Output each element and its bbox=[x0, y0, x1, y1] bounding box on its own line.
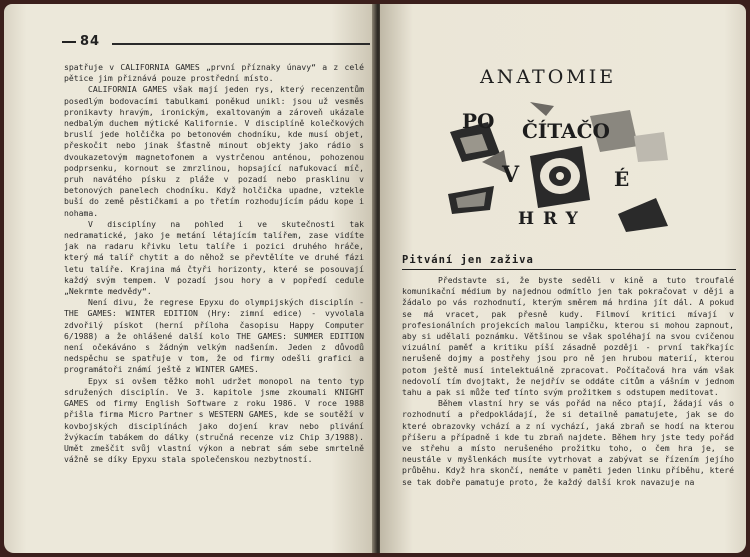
paragraph: Během vlastní hry se vás pořád na něco ptají, žádají vás o rozhodnutí a předpokládají, že si detailně pamatujete, jak se do které obrazovky vchází a z ní vychází, jaká zbraň se hodí na kterou příšeru a případně i kde tu zbraň najdete. Během hry jste tedy pořád ve střehu a místo nerušeného prožitku toho, o čem hra je, se neustále v myšlenkách musíte vytrhovat a zabývat se řízením jejího průběhu. Když hra skončí, nemáte v paměti jeden linku příběhu, které se tak dobře pamatuje proto, že každý další krok navazuje na bbox=[402, 398, 734, 487]
logo-word: É bbox=[614, 167, 630, 191]
left-page bbox=[4, 4, 376, 553]
paragraph: Není divu, že regrese Epyxu do olympijských disciplín - THE GAMES: WINTER EDITION (Hry: zimní edice) - vyvolala zdvořilý pískot (herní příloha časopisu Happy Computer 6/1988) a že ohlášené další kolo THE GAMES: SUMMER EDITION není očekáváno s žádným velkým nadšením. Jeden z důvodů nedspěchu se spatřuje v tom, že od firmy odešli grafici a programátoři známí ještě z WINTER GAMES. bbox=[64, 297, 364, 375]
left-page-text bbox=[64, 62, 364, 465]
logo-shape bbox=[634, 132, 668, 162]
chapter-title: ANATOMIE bbox=[480, 66, 617, 88]
header-rule bbox=[112, 43, 370, 45]
paragraph: CALIFORNIA GAMES však mají jeden rys, který recenzentům posedlým bodovacími tabulkami poněkud unikl: jsou už vesměs pronikavty hravým, ironickým, exaltovaným a zároveň ukázale nedbalým duchem mýtické Kalifornie. V disciplíně kolečkových bruslí jede holčička po betonovém chodníku, kde musí objet, přeskočit nebo jinak šťastně minout objekty jako rádio s dvoukazetovým magnetofonem a vystrčenou anténou, pohozenou podprsenku, kornout se zmrzlinou, hopsající nafukovací míč, pruh navátého písku z pláže v pozadí nebo prasklinu v betonových panelech chodníku. Když holčička upadne, vztekle buší do země pěstičkami a po třetím rozhodujícím pádu kope i nohama. bbox=[64, 84, 364, 218]
section-rule bbox=[402, 269, 736, 270]
logo-word: PO bbox=[462, 109, 495, 133]
right-page-text bbox=[402, 275, 734, 488]
paragraph: spatřuje v CALIFORNIA GAMES „první příznaky únavy“ a z celé pětice jim přiznává pouze prostřední místo. bbox=[64, 62, 364, 84]
paragraph: V disciplíny na pohled i ve skutečnosti tak nedramatické, jako je metání létajícím talířem, zase vidíte jak na radaru křivku letu talíře i pozici druhého hráče, který má talíř chytit a do něhož se převtělíte ve druhé fázi letu talíře. Krajina má čtyři horizonty, které se posouvají každý svým tempem. V pozadí jsou hory a v popředí cedule „Nekrmte medvědy“. bbox=[64, 218, 364, 297]
logo-shape bbox=[530, 102, 554, 116]
paragraph: Epyx si ovšem těžko mohl udržet monopol na tento typ sdružených disciplín. Ve 3. kapitole jsme zkoumali KNIGHT GAMES od firmy English Software z roku 1986. V roce 1988 přišla firma Micro Partner s WESTERN GAMES, kde se soutěží v kovbojských disciplínách jako dojení krav nebo plivání žvýkacím tabákem do dálky (stručná recenze viz Chip 3/1988). Umět zmeščit svůj vlastní výkon a nebrat sám sebe smrtelně vážně se díky Epyxu stala společenskou nezbytností. bbox=[64, 375, 364, 465]
right-page bbox=[380, 4, 746, 553]
section-heading: Pitvání jen zaživa bbox=[402, 254, 534, 266]
logo-word: HRY bbox=[518, 209, 587, 229]
book-spread bbox=[4, 4, 746, 553]
logo-word: V bbox=[502, 162, 520, 188]
logo-shape bbox=[618, 198, 668, 232]
page-number: 84 bbox=[80, 34, 101, 49]
logo-shape bbox=[556, 172, 564, 180]
logo-word: ČÍTAČO bbox=[522, 119, 610, 143]
paragraph: Představte si, že byste seděli v kině a tuto troufalé komunikační médium by najednou odmítlo jen tak pokračovat v ději a žádalo po vás rozhodnutí, kterým směrem má hrdina jít dál. A pokud se má vracet, pak přesně kudy. Filmoví kritici mívají v profesionálních projekcích malou lampičku, kterou si mohou zapnout, aby si udělali poznámku. Většinou se však spoléhají na svou cvičenou vizuální paměť a kritiku píší zásadně později - první takřkajíc nerušeně dojmy a postřehy jsou pro ně jen hrubou materií, kterou potom ještě musí intelektuálně zpracovat. Počítačová hra vám však nedovolí tím dvojtakt, že nejdřív se oddáte citům a vášním v jednom tahu a pak si může teď tínto svým prožitkem s odstupem meditovat. bbox=[402, 275, 734, 398]
chapter-logo-graphic bbox=[442, 102, 672, 242]
